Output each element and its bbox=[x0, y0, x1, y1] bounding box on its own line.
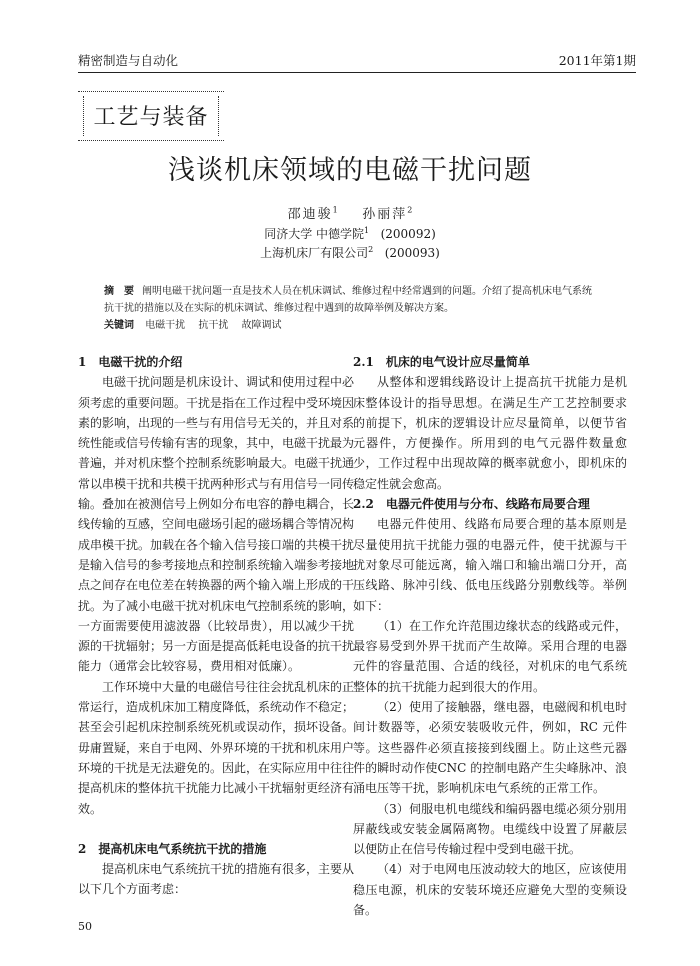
author-mark: 2 bbox=[407, 205, 413, 215]
abstract-line-2 bbox=[104, 300, 622, 317]
author-name: 邵迪骏 bbox=[287, 207, 333, 222]
author-line bbox=[0, 203, 700, 222]
keyword: 抗干扰 bbox=[198, 320, 229, 331]
keywords-label: 关键词 bbox=[104, 320, 134, 331]
section-1-heading: 1 电磁干扰的介绍 bbox=[78, 355, 183, 369]
abstract-block bbox=[104, 283, 622, 334]
column-label-box bbox=[78, 91, 224, 141]
postal-code: (200093) bbox=[384, 246, 440, 260]
keywords-line bbox=[104, 317, 622, 334]
keyword: 电磁干扰 bbox=[145, 320, 186, 331]
section-2-2-paragraph-3: （2）使用了接触器，继电器，电磁阀和机电时间计数器等，必须安装吸收元件，例如，RC 元件等。这些器件必须直接接到线圈上。防止这些元器件的瞬时动作使CNC 的控制电路产生尖峰脉冲、浪涌电压等干扰，影响机床电气系统的正常工作。 bbox=[353, 700, 627, 796]
article-title: 浅谈机床领域的电磁干扰问题 bbox=[168, 155, 532, 186]
affiliation-mark: 2 bbox=[368, 245, 374, 254]
section-2-heading: 2 提高机床电气系统抗干扰的措施 bbox=[78, 841, 267, 856]
affiliation-mark: 1 bbox=[364, 226, 370, 235]
section-2-2-paragraph-1: 电器元件使用、线路布局要合理的基本原则是尽量使用抗干扰能力强的电器元件，使干扰源与干扰对象尽可能远离，输入端口和输出端口分开，高压线路、脉冲引线、低电压线路分别敷线等。举例如下： bbox=[353, 517, 627, 613]
keyword: 故障调试 bbox=[241, 320, 282, 331]
author-mark: 1 bbox=[332, 205, 338, 215]
abstract-text-1: 阐明电磁干扰问题一直是技术人员在机床调试、维修过程中经常遇到的问题。介绍了提高机床电气系统 bbox=[142, 286, 592, 297]
right-column bbox=[353, 352, 627, 920]
page-number: 50 bbox=[78, 920, 92, 933]
left-column bbox=[78, 352, 354, 900]
section-2-2-heading: 2.2 电器元件使用与分布、线路布局要合理 bbox=[353, 497, 590, 512]
affiliation-2 bbox=[0, 244, 700, 261]
affiliation-name: 同济大学 中德学院 bbox=[264, 227, 365, 241]
section-2-2-paragraph-4: （3）伺服电机电缆线和编码器电缆必须分别用屏蔽线或安装金属隔离物。电缆线中设置了屏蔽层以便防止在信号传输过程中受到电磁干扰。 bbox=[353, 801, 627, 857]
section-1-paragraph-1: 电磁干扰问题是机床设计、调试和使用过程中必须考虑的重要问题。干扰是指在工作过程中受环境因素的影响，出现的一些与有用信号无关的，并且对系统性能或信号传输有害的现象，其中，电磁干扰最为普遍，并对机床整个控制系统影响最大。电磁干扰通常以串模干扰和共模干扰两种形式与有用信号一同传输。叠加在被测信号上例如分布电容的静电耦合，长线传输的互感，空间电磁场引起的磁场耦合等情况构成串模干扰。加载在各个输入信号接口端的共模干扰是输入信号的参考接地点和控制系统输入端参考接地点之间存在电位差在转换器的两个输入端上形成的干扰。为了减小电磁干扰对机床电气控制系统的影响，一方面需要使用滤波器（比较昂贵），用以减少干扰源的干扰辐射；另一方面是提高低耗电设备的抗干扰能力（通常会比较容易，费用相对低廉）。 bbox=[78, 375, 355, 674]
postal-code: (200092) bbox=[380, 227, 436, 241]
affiliation-name: 上海机床厂有限公司 bbox=[260, 246, 369, 260]
section-2-1-paragraph: 从整体和逻辑线路设计上提高抗干扰能力是机床整体设计的指导思想。在满足生产工艺控制要求的前提下，机床的逻辑设计应尽量简单，以便节省元器件，方便操作。所用到的电气元器件数量愈少，工作过程中出现故障的概率就愈小，即机床的稳定性就会愈高。 bbox=[353, 375, 627, 491]
abstract-text-2: 抗干扰的措施以及在实际的机床调试、维修过程中遇到的故障举例及解决方案。 bbox=[104, 303, 454, 314]
affiliation-1 bbox=[0, 225, 700, 242]
abstract-label: 摘 要 bbox=[104, 286, 134, 297]
section-2-1-heading: 2.1 机床的电气设计应尽量简单 bbox=[353, 355, 530, 369]
running-header bbox=[78, 52, 636, 73]
section-gap bbox=[78, 819, 354, 839]
section-2-paragraph-1: 提高机床电气系统抗干扰的措施有很多，主要从以下几个方面考虑： bbox=[78, 862, 355, 897]
column-label: 工艺与装备 bbox=[93, 105, 209, 130]
abstract-line-1 bbox=[104, 283, 622, 300]
author-name: 孙丽萍 bbox=[362, 207, 408, 222]
journal-name: 精密制造与自动化 bbox=[78, 53, 179, 68]
section-2-2-paragraph-5: （4）对于电网电压波动较大的地区，应该使用稳压电源，机床的安装环境还应避免大型的变频设备。 bbox=[353, 862, 627, 918]
issue-label: 2011年第1期 bbox=[558, 53, 636, 68]
section-2-2-paragraph-2: （1）在工作允许范围边缘状态的线路或元件，最容易受到外界干扰而产生故障。采用合理的电器元件的容量范围、合适的线径，对机床的电气系统整体的抗干扰能力起到很大的作用。 bbox=[353, 618, 627, 694]
section-1-paragraph-2: 工作环境中大量的电磁信号往往会扰乱机床的正常运行，造成机床加工精度降低，系统动作不稳定；甚至会引起机床控制系统死机或误动作，损坏设备。毋庸置疑，来自于电网、外界环境的干扰和机床用户环境的干扰是无法避免的。因此，在实际应用中往往提高机床的整体抗干扰能力比减小干扰辐射更经济有效。 bbox=[78, 679, 355, 816]
